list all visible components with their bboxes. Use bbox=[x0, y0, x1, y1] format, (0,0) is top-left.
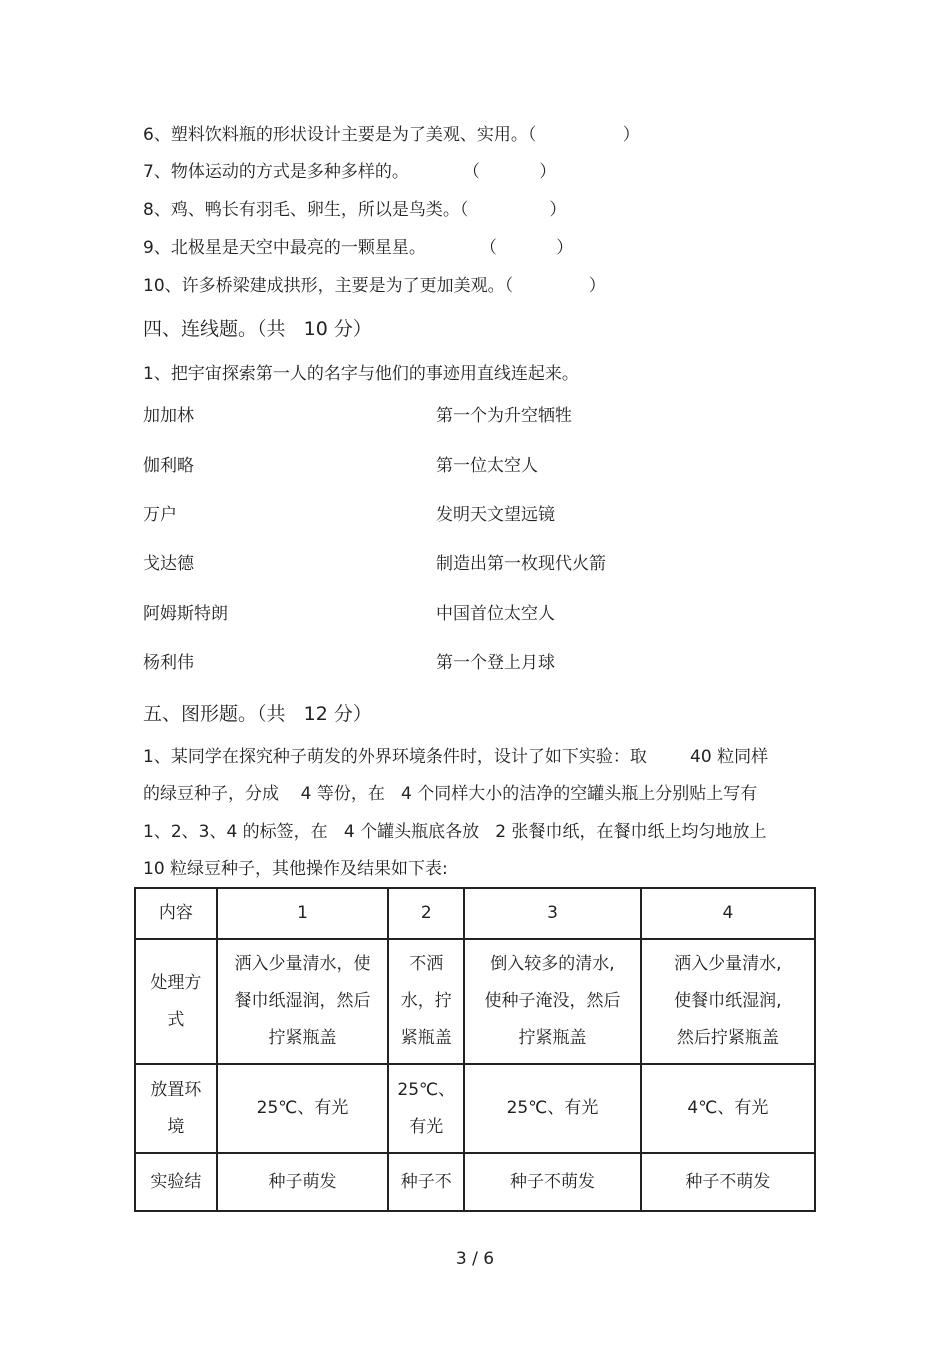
judge-item-8: 8、鸡、鸭长有羽毛、卵生，所以是鸟类。（ ） bbox=[143, 200, 567, 220]
table-header-cell: 1 bbox=[217, 888, 389, 939]
match-left-item: 戈达德 bbox=[143, 554, 194, 574]
table-cell: 洒入少量清水，使 餐巾纸湿润，然后 拧紧瓶盖 bbox=[217, 939, 389, 1064]
table-cell: 种子萌发 bbox=[217, 1153, 389, 1211]
table-header-cell: 2 bbox=[388, 888, 464, 939]
table-header-row bbox=[135, 888, 815, 939]
table-header-cell: 3 bbox=[464, 888, 641, 939]
judge-item-9: 9、北极星是天空中最亮的一颗星星。 （ ） bbox=[143, 238, 574, 258]
table-cell: 25℃、有光 bbox=[217, 1064, 389, 1153]
match-right-item: 中国首位太空人 bbox=[436, 604, 555, 624]
page-number: 3 / 6 bbox=[455, 1249, 495, 1269]
table-cell: 种子不 bbox=[388, 1153, 464, 1211]
table-header-cell: 内容 bbox=[135, 888, 217, 939]
table-row bbox=[135, 1153, 815, 1211]
section5-heading: 五、图形题。（共 12 分） bbox=[143, 703, 372, 725]
table-cell: 25℃、 有光 bbox=[388, 1064, 464, 1153]
match-left-item: 加加林 bbox=[143, 406, 194, 426]
section5-question-line: 的绿豆种子，分成 4 等份，在 4 个同样大小的洁净的空罐头瓶上分别贴上写有 bbox=[143, 784, 758, 804]
table-cell: 实验结 bbox=[135, 1153, 217, 1211]
table-cell: 种子不萌发 bbox=[641, 1153, 815, 1211]
section4-question: 1、把宇宙探索第一人的名字与他们的事迹用直线连起来。 bbox=[143, 364, 579, 384]
match-right-item: 第一位太空人 bbox=[436, 456, 538, 476]
match-right-item: 第一个登上月球 bbox=[436, 653, 555, 673]
judge-item-6: 6、塑料饮料瓶的形状设计主要是为了美观、实用。（ ） bbox=[143, 125, 640, 145]
table-row bbox=[135, 939, 815, 1064]
table-cell: 倒入较多的清水, 使种子淹没，然后 拧紧瓶盖 bbox=[464, 939, 641, 1064]
table-row bbox=[135, 1064, 815, 1153]
table-cell: 不洒 水，拧 紧瓶盖 bbox=[388, 939, 464, 1064]
table-cell: 25℃、有光 bbox=[464, 1064, 641, 1153]
table-cell: 4℃、有光 bbox=[641, 1064, 815, 1153]
table-cell: 处理方 式 bbox=[135, 939, 217, 1064]
section5-question-line: 1、2、3、4 的标签，在 4 个罐头瓶底各放 2 张餐巾纸，在餐巾纸上均匀地放上 bbox=[143, 822, 767, 842]
table-header-cell: 4 bbox=[641, 888, 815, 939]
match-right-item: 第一个为升空牺牲 bbox=[436, 406, 572, 426]
match-left-item: 伽利略 bbox=[143, 456, 194, 476]
match-left-item: 万户 bbox=[143, 505, 177, 525]
table-cell: 洒入少量清水, 使餐巾纸湿润, 然后拧紧瓶盖 bbox=[641, 939, 815, 1064]
match-left-item: 阿姆斯特朗 bbox=[143, 604, 228, 624]
judge-item-10: 10、许多桥梁建成拱形，主要是为了更加美观。（ ） bbox=[143, 276, 606, 296]
section5-question-line: 10 粒绿豆种子，其他操作及结果如下表: bbox=[143, 859, 448, 879]
match-right-item: 制造出第一枚现代火箭 bbox=[436, 554, 606, 574]
section5-question-line: 1、某同学在探究种子萌发的外界环境条件时，设计了如下实验：取 40 粒同样 bbox=[143, 747, 769, 767]
match-right-item: 发明天文望远镜 bbox=[436, 505, 555, 525]
experiment-table bbox=[134, 887, 816, 1212]
match-left-item: 杨利伟 bbox=[143, 653, 194, 673]
table-cell: 放置环 境 bbox=[135, 1064, 217, 1153]
judge-item-7: 7、物体运动的方式是多种多样的。 （ ） bbox=[143, 162, 557, 182]
section4-heading: 四、连线题。（共 10 分） bbox=[143, 318, 372, 340]
table-cell: 种子不萌发 bbox=[464, 1153, 641, 1211]
